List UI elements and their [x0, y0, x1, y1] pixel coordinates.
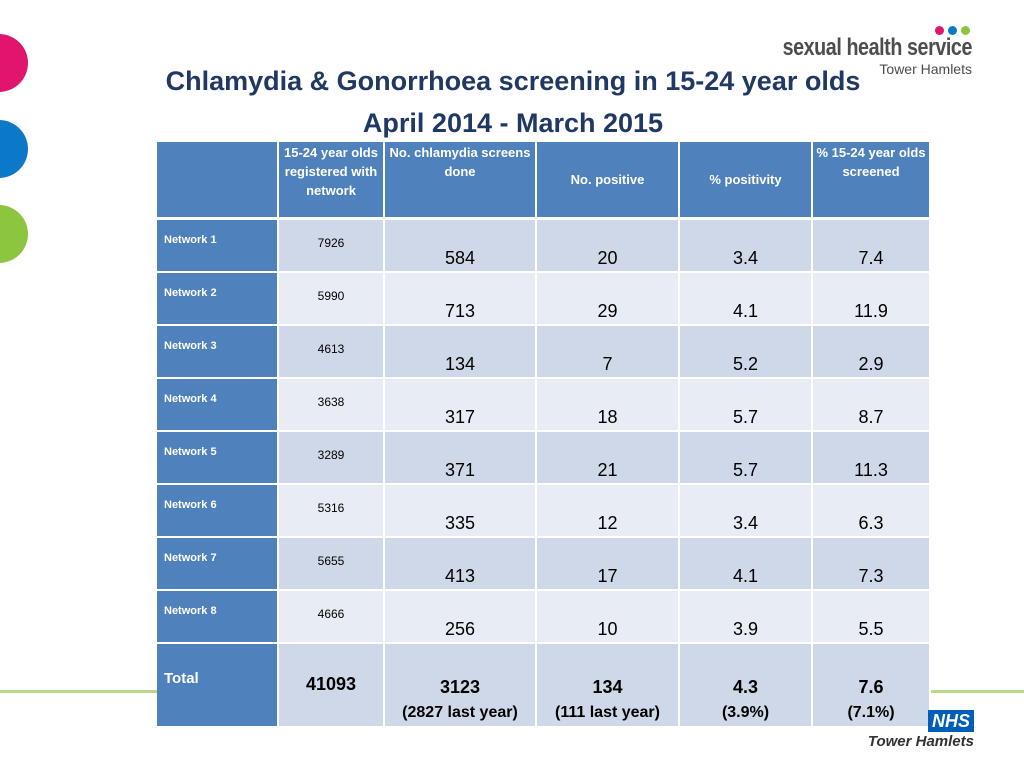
table-row — [157, 220, 931, 273]
nhs-tower-hamlets-logo — [862, 710, 974, 754]
row-label: Network 4 — [157, 379, 279, 432]
cell-screens: 256 — [385, 591, 537, 644]
title-line-2: April 2014 - March 2015 — [362, 108, 664, 138]
cell-screens: 713 — [385, 273, 537, 326]
total-positivity — [680, 644, 813, 728]
cell-positivity: 5.7 — [680, 432, 813, 485]
cell-registered: 7926 — [279, 220, 385, 273]
cell-positive: 21 — [537, 432, 680, 485]
total-screened-value: 7.6 — [858, 677, 884, 697]
table-header-row — [157, 142, 931, 220]
cell-positivity: 3.9 — [680, 591, 813, 644]
cell-positivity: 4.1 — [680, 538, 813, 591]
row-label: Network 8 — [157, 591, 279, 644]
header-positivity: % positivity — [680, 142, 813, 220]
logo-sub-text: Tower Hamlets — [879, 61, 972, 77]
header-empty — [157, 142, 279, 220]
cell-screened: 7.3 — [813, 538, 931, 591]
table-row — [157, 538, 931, 591]
table-row — [157, 273, 931, 326]
cell-positivity: 5.2 — [680, 326, 813, 379]
cell-registered: 4613 — [279, 326, 385, 379]
cell-screens: 413 — [385, 538, 537, 591]
total-label: Total — [157, 644, 279, 728]
total-registered: 41093 — [279, 644, 385, 728]
header-registered: 15-24 year olds registered with network — [279, 142, 385, 220]
table-row — [157, 326, 931, 379]
total-screens-last-year: (2827 last year) — [402, 704, 518, 721]
total-positive — [537, 644, 680, 728]
cell-screens: 371 — [385, 432, 537, 485]
cell-positive: 7 — [537, 326, 680, 379]
nhs-logo-sub: Tower Hamlets — [867, 733, 974, 750]
cell-registered: 3289 — [279, 432, 385, 485]
cell-screened: 11.9 — [813, 273, 931, 326]
cell-registered: 5316 — [279, 485, 385, 538]
cell-positive: 12 — [537, 485, 680, 538]
cell-registered: 5990 — [279, 273, 385, 326]
logo-main-text: sexual health service — [782, 34, 972, 61]
cell-screens: 335 — [385, 485, 537, 538]
cell-screened: 2.9 — [813, 326, 931, 379]
cell-screens: 317 — [385, 379, 537, 432]
cell-screened: 8.7 — [813, 379, 931, 432]
cell-screened: 11.3 — [813, 432, 931, 485]
cell-registered: 4666 — [279, 591, 385, 644]
cell-registered: 5655 — [279, 538, 385, 591]
decorative-blue-dot — [0, 120, 28, 178]
decorative-green-dot — [0, 205, 28, 263]
cell-screens: 584 — [385, 220, 537, 273]
header-screened: % 15-24 year olds screened — [813, 142, 931, 220]
total-screens — [385, 644, 537, 728]
cell-positivity: 5.7 — [680, 379, 813, 432]
table-row — [157, 432, 931, 485]
header-screens: No. chlamydia screens done — [385, 142, 537, 220]
header-positive: No. positive — [537, 142, 680, 220]
table-row — [157, 379, 931, 432]
cell-positivity: 4.1 — [680, 273, 813, 326]
table-row — [157, 591, 931, 644]
row-label: Network 3 — [157, 326, 279, 379]
cell-positivity: 3.4 — [680, 220, 813, 273]
total-positive-value: 134 — [592, 677, 623, 697]
total-screened-last-year: (7.1%) — [847, 704, 895, 721]
cell-screens: 134 — [385, 326, 537, 379]
cell-positive: 10 — [537, 591, 680, 644]
row-label: Network 7 — [157, 538, 279, 591]
cell-positive: 17 — [537, 538, 680, 591]
total-positivity-value: 4.3 — [732, 677, 759, 697]
row-label: Network 5 — [157, 432, 279, 485]
cell-positivity: 3.4 — [680, 485, 813, 538]
cell-registered: 3638 — [279, 379, 385, 432]
row-label: Network 6 — [157, 485, 279, 538]
cell-screened: 6.3 — [813, 485, 931, 538]
total-positivity-last-year: (3.9%) — [721, 704, 770, 721]
row-label: Network 1 — [157, 220, 279, 273]
total-positive-last-year: (111 last year) — [555, 704, 660, 721]
cell-positive: 20 — [537, 220, 680, 273]
title-line-1: Chlamydia & Gonorrhoea screening in 15-24 year olds — [165, 66, 861, 96]
table-row — [157, 485, 931, 538]
screening-table — [157, 142, 931, 728]
page-title — [108, 60, 918, 144]
cell-positive: 18 — [537, 379, 680, 432]
total-screens-value: 3123 — [439, 677, 481, 697]
cell-positive: 29 — [537, 273, 680, 326]
row-label: Network 2 — [157, 273, 279, 326]
decorative-pink-dot — [0, 34, 28, 92]
nhs-logo-box: NHS — [928, 710, 974, 732]
cell-screened: 7.4 — [813, 220, 931, 273]
table-total-row — [157, 644, 931, 728]
cell-screened: 5.5 — [813, 591, 931, 644]
